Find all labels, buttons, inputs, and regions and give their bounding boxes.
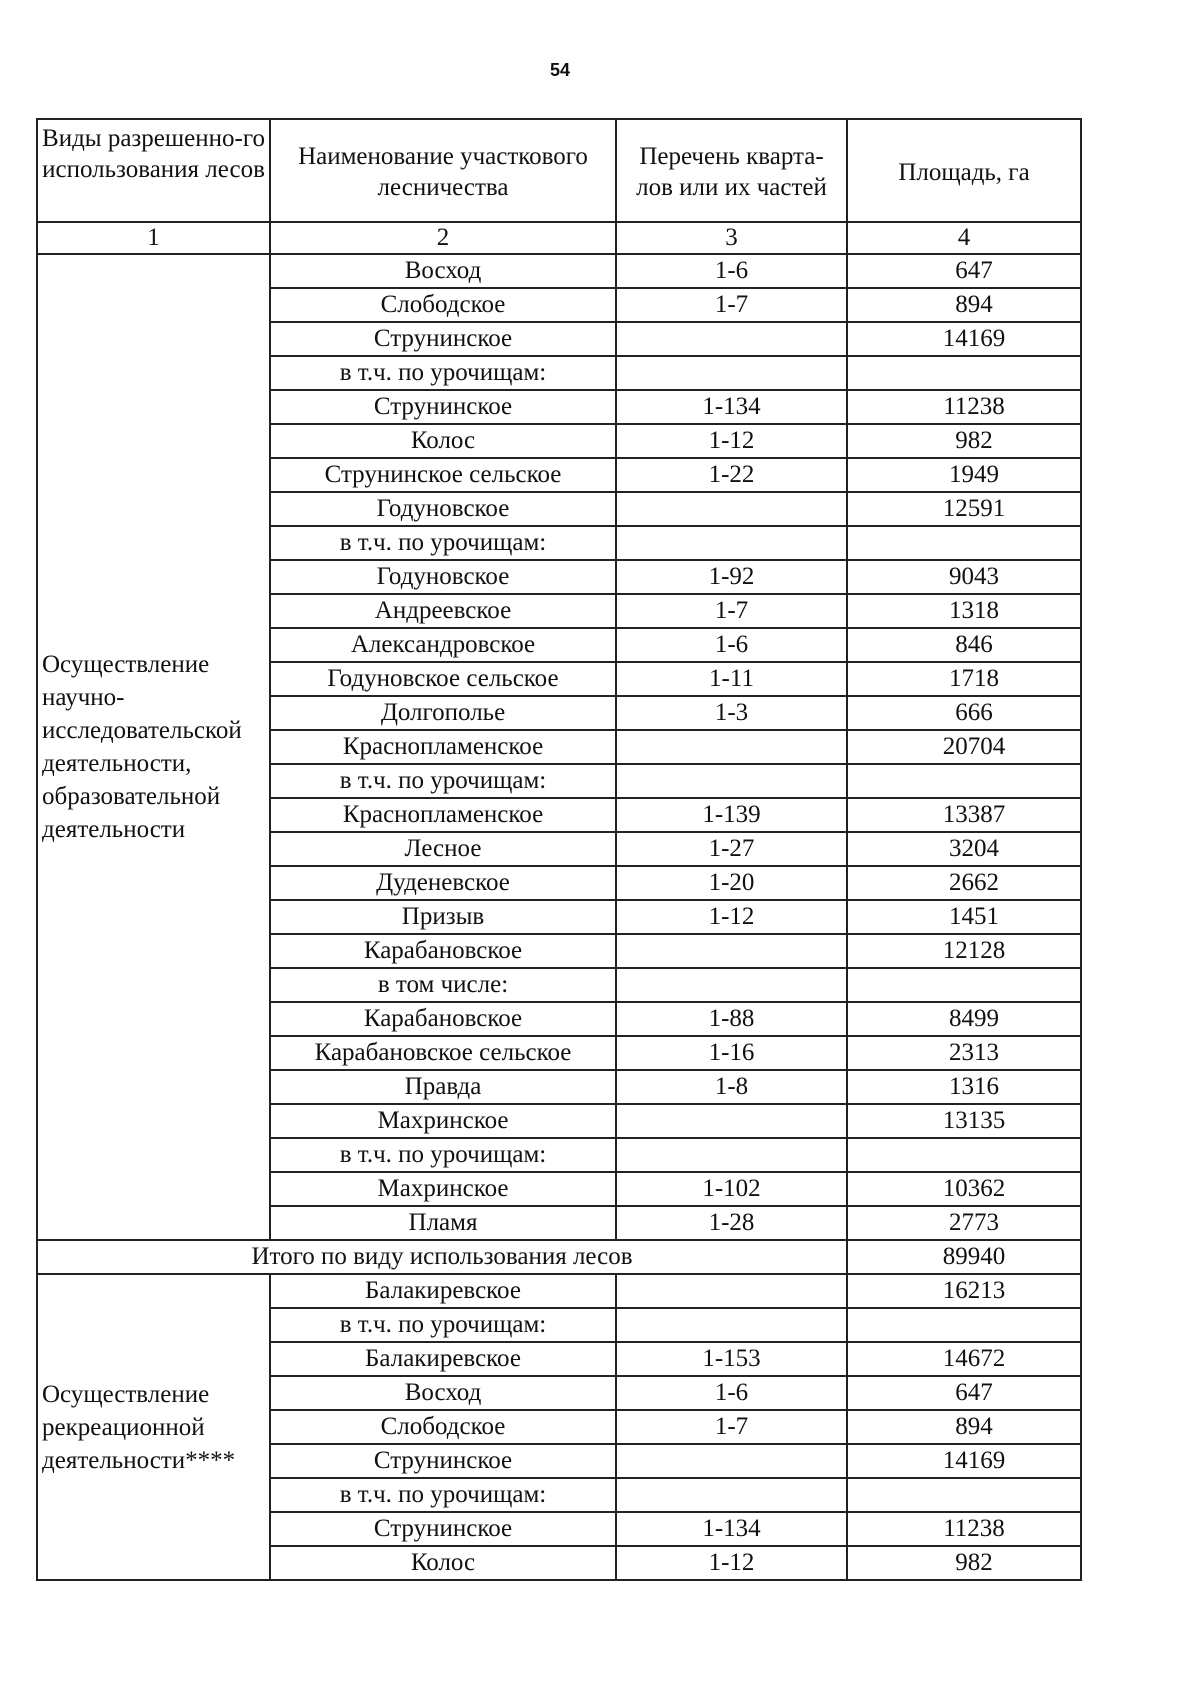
- quarters-cell: [616, 492, 847, 526]
- forestry-name-cell: в т.ч. по урочищам:: [270, 1138, 616, 1172]
- forestry-name-cell: Годуновское: [270, 492, 616, 526]
- quarters-cell: 1-6: [616, 628, 847, 662]
- quarters-cell: 1-12: [616, 900, 847, 934]
- area-cell: 1451: [847, 900, 1081, 934]
- quarters-cell: [616, 934, 847, 968]
- forestry-name-cell: в т.ч. по урочищам:: [270, 1478, 616, 1512]
- area-cell: 2662: [847, 866, 1081, 900]
- forestry-name-cell: Струнинское сельское: [270, 458, 616, 492]
- forestry-name-cell: Балакиревское: [270, 1274, 616, 1308]
- forestry-name-cell: Годуновское: [270, 560, 616, 594]
- area-cell: 10362: [847, 1172, 1081, 1206]
- area-cell: 1949: [847, 458, 1081, 492]
- area-cell: 13135: [847, 1104, 1081, 1138]
- forestry-name-cell: Краснопламенское: [270, 730, 616, 764]
- total-area: 89940: [847, 1240, 1081, 1274]
- area-cell: [847, 1478, 1081, 1512]
- quarters-cell: 1-139: [616, 798, 847, 832]
- forestry-name-cell: Махринское: [270, 1172, 616, 1206]
- area-cell: 982: [847, 1546, 1081, 1580]
- area-cell: 3204: [847, 832, 1081, 866]
- forestry-name-cell: Восход: [270, 1376, 616, 1410]
- area-cell: 1718: [847, 662, 1081, 696]
- table-header-row: [37, 119, 1081, 222]
- quarters-cell: [616, 1308, 847, 1342]
- area-cell: 13387: [847, 798, 1081, 832]
- area-cell: [847, 1308, 1081, 1342]
- quarters-cell: 1-88: [616, 1002, 847, 1036]
- forestry-name-cell: в т.ч. по урочищам:: [270, 1308, 616, 1342]
- forestry-name-cell: Карабановское сельское: [270, 1036, 616, 1070]
- area-cell: 2313: [847, 1036, 1081, 1070]
- area-cell: 9043: [847, 560, 1081, 594]
- area-cell: 14169: [847, 322, 1081, 356]
- quarters-cell: [616, 1274, 847, 1308]
- area-cell: [847, 526, 1081, 560]
- area-cell: [847, 764, 1081, 798]
- total-label: Итого по виду использования лесов: [37, 1240, 847, 1274]
- area-cell: 11238: [847, 1512, 1081, 1546]
- quarters-cell: 1-27: [616, 832, 847, 866]
- forestry-name-cell: Колос: [270, 1546, 616, 1580]
- quarters-cell: 1-22: [616, 458, 847, 492]
- quarters-cell: [616, 968, 847, 1002]
- header-use-type: Виды разрешенно-го использования лесов: [37, 119, 270, 222]
- area-cell: [847, 968, 1081, 1002]
- table-row: [37, 254, 1081, 288]
- forestry-name-cell: Призыв: [270, 900, 616, 934]
- page-number: 54: [549, 60, 571, 80]
- header-area: Площадь, га: [847, 119, 1081, 222]
- area-cell: [847, 1138, 1081, 1172]
- forestry-name-cell: Махринское: [270, 1104, 616, 1138]
- quarters-cell: [616, 764, 847, 798]
- quarters-cell: 1-7: [616, 288, 847, 322]
- quarters-cell: 1-20: [616, 866, 847, 900]
- forestry-name-cell: Карабановское: [270, 934, 616, 968]
- quarters-cell: 1-12: [616, 424, 847, 458]
- quarters-cell: [616, 356, 847, 390]
- total-row: [37, 1240, 1081, 1274]
- forestry-name-cell: Струнинское: [270, 1444, 616, 1478]
- area-cell: 846: [847, 628, 1081, 662]
- quarters-cell: [616, 1104, 847, 1138]
- quarters-cell: 1-28: [616, 1206, 847, 1240]
- forestry-name-cell: Балакиревское: [270, 1342, 616, 1376]
- quarters-cell: 1-134: [616, 390, 847, 424]
- forestry-name-cell: Александровское: [270, 628, 616, 662]
- quarters-cell: [616, 322, 847, 356]
- column-number: 1: [37, 222, 270, 254]
- area-cell: 647: [847, 254, 1081, 288]
- area-cell: 14672: [847, 1342, 1081, 1376]
- forestry-name-cell: Струнинское: [270, 1512, 616, 1546]
- forestry-name-cell: Правда: [270, 1070, 616, 1104]
- quarters-cell: 1-8: [616, 1070, 847, 1104]
- area-cell: 894: [847, 1410, 1081, 1444]
- quarters-cell: [616, 1478, 847, 1512]
- forestry-name-cell: Краснопламенское: [270, 798, 616, 832]
- column-number: 2: [270, 222, 616, 254]
- forestry-name-cell: в т.ч. по урочищам:: [270, 526, 616, 560]
- quarters-cell: 1-7: [616, 1410, 847, 1444]
- area-cell: 12128: [847, 934, 1081, 968]
- forestry-name-cell: Карабановское: [270, 1002, 616, 1036]
- forestry-name-cell: Струнинское: [270, 322, 616, 356]
- quarters-cell: 1-7: [616, 594, 847, 628]
- quarters-cell: [616, 526, 847, 560]
- column-number: 3: [616, 222, 847, 254]
- forestry-name-cell: Струнинское: [270, 390, 616, 424]
- forestry-name-cell: в том числе:: [270, 968, 616, 1002]
- header-forestry-name: Наименование участкового лесничества: [270, 119, 616, 222]
- quarters-cell: [616, 1444, 847, 1478]
- area-cell: 16213: [847, 1274, 1081, 1308]
- forestry-name-cell: Андреевское: [270, 594, 616, 628]
- quarters-cell: 1-102: [616, 1172, 847, 1206]
- quarters-cell: 1-6: [616, 254, 847, 288]
- forestry-name-cell: Годуновское сельское: [270, 662, 616, 696]
- quarters-cell: 1-3: [616, 696, 847, 730]
- quarters-cell: 1-134: [616, 1512, 847, 1546]
- area-cell: 14169: [847, 1444, 1081, 1478]
- forestry-name-cell: Лесное: [270, 832, 616, 866]
- area-cell: 666: [847, 696, 1081, 730]
- area-cell: 1318: [847, 594, 1081, 628]
- quarters-cell: 1-16: [616, 1036, 847, 1070]
- forest-use-table: [36, 118, 1082, 1581]
- area-cell: 8499: [847, 1002, 1081, 1036]
- forestry-name-cell: в т.ч. по урочищам:: [270, 356, 616, 390]
- forestry-name-cell: в т.ч. по урочищам:: [270, 764, 616, 798]
- use-type-recreation: Осуществление рекреационной деятельности****: [37, 1274, 270, 1580]
- quarters-cell: 1-92: [616, 560, 847, 594]
- quarters-cell: 1-6: [616, 1376, 847, 1410]
- forestry-name-cell: Дуденевское: [270, 866, 616, 900]
- column-number-row: [37, 222, 1081, 254]
- area-cell: [847, 356, 1081, 390]
- area-cell: 12591: [847, 492, 1081, 526]
- forestry-name-cell: Восход: [270, 254, 616, 288]
- forestry-name-cell: Слободское: [270, 288, 616, 322]
- area-cell: 11238: [847, 390, 1081, 424]
- table-row: [37, 1274, 1081, 1308]
- header-quarters: Перечень кварта-лов или их частей: [616, 119, 847, 222]
- area-cell: 982: [847, 424, 1081, 458]
- area-cell: 647: [847, 1376, 1081, 1410]
- quarters-cell: 1-12: [616, 1546, 847, 1580]
- quarters-cell: [616, 730, 847, 764]
- quarters-cell: 1-11: [616, 662, 847, 696]
- quarters-cell: 1-153: [616, 1342, 847, 1376]
- quarters-cell: [616, 1138, 847, 1172]
- area-cell: 2773: [847, 1206, 1081, 1240]
- area-cell: 1316: [847, 1070, 1081, 1104]
- use-type-research-education: Осуществление научно-исследовательской деятельности, образовательной деятельности: [37, 254, 270, 1240]
- forestry-name-cell: Колос: [270, 424, 616, 458]
- forestry-name-cell: Слободское: [270, 1410, 616, 1444]
- area-cell: 894: [847, 288, 1081, 322]
- forestry-name-cell: Пламя: [270, 1206, 616, 1240]
- forestry-name-cell: Долгополье: [270, 696, 616, 730]
- area-cell: 20704: [847, 730, 1081, 764]
- column-number: 4: [847, 222, 1081, 254]
